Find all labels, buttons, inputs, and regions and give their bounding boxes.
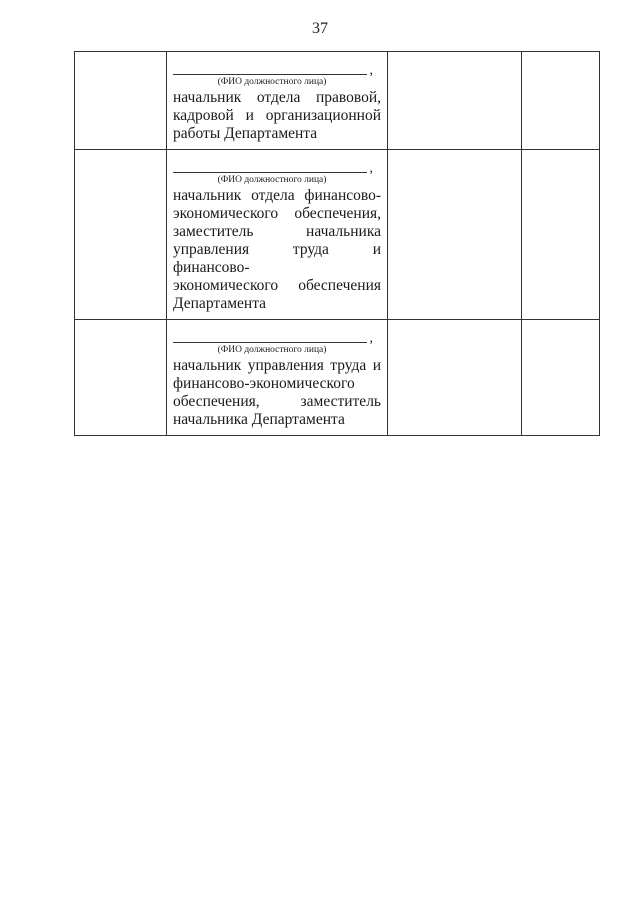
position-line: кадровой и организационной (173, 107, 381, 124)
signature-comma: , (369, 331, 373, 346)
official-position (173, 89, 381, 143)
signature-cell (388, 320, 522, 436)
position-line: экономического обеспечения (173, 277, 381, 294)
position-line: финансово-экономического (173, 375, 355, 392)
position-line: начальник отдела правовой, (173, 89, 381, 106)
table-row (75, 150, 600, 320)
position-line: начальник управления труда и (173, 357, 381, 374)
fio-caption: (ФИО должностного лица) (217, 77, 327, 87)
official-cell (167, 150, 388, 320)
official-cell (167, 52, 388, 150)
signature-cell (388, 150, 522, 320)
signature-comma: , (369, 63, 373, 78)
fio-caption: (ФИО должностного лица) (217, 345, 327, 355)
official-cell (167, 320, 388, 436)
approval-table (74, 51, 600, 436)
position-line: начальника Департамента (173, 411, 345, 428)
date-cell (522, 150, 600, 320)
signature-cell (388, 52, 522, 150)
date-cell (522, 52, 600, 150)
table-row (75, 52, 600, 150)
signature-comma: , (369, 161, 373, 176)
position-line: работы Департамента (173, 125, 318, 142)
signature-line (173, 52, 383, 76)
official-position (173, 357, 381, 429)
signature-line (173, 150, 383, 174)
position-line: Департамента (173, 295, 267, 312)
empty-cell (75, 52, 167, 150)
position-line: экономического обеспечения, (173, 205, 381, 222)
empty-cell (75, 320, 167, 436)
position-line: начальник отдела финансово- (173, 187, 381, 204)
position-line: обеспечения, заместитель (173, 393, 381, 410)
fio-caption: (ФИО должностного лица) (217, 175, 327, 185)
page-number: 37 (312, 20, 328, 37)
official-position (173, 187, 381, 313)
signature-line (173, 320, 383, 344)
position-line: управления труда и финансово- (173, 241, 381, 276)
position-line: заместитель начальника (173, 223, 381, 240)
table-row (75, 320, 600, 436)
date-cell (522, 320, 600, 436)
empty-cell (75, 150, 167, 320)
